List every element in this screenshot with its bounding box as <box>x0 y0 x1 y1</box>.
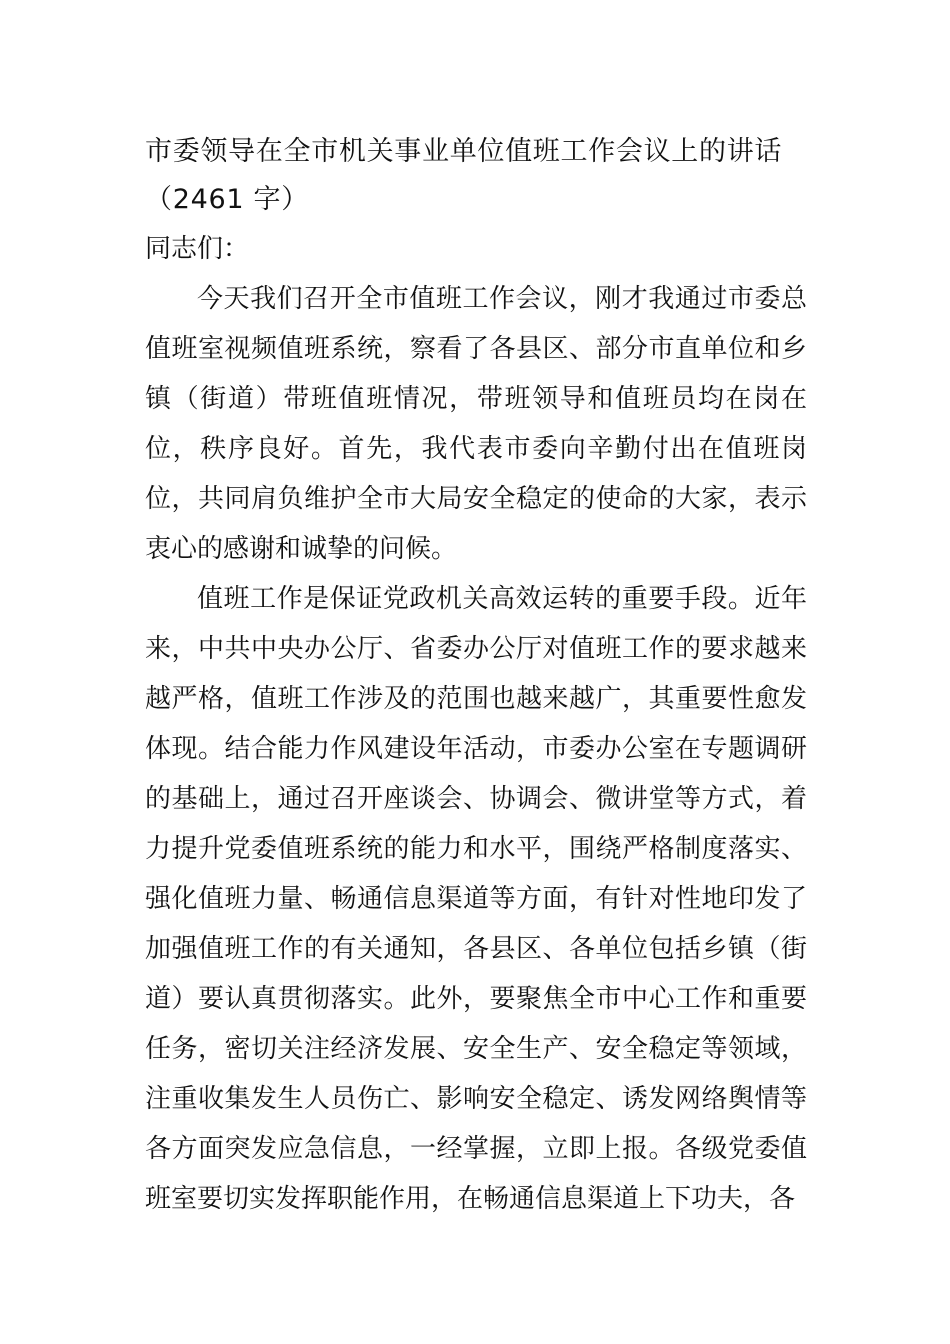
paragraph-2: 值班工作是保证党政机关高效运转的重要手段。近年来，中共中央办公厅、省委办公厅对值班工作的要求越来越严格，值班工作涉及的范围也越来越广，其重要性愈发体现。结合能力作风建设年活动，市委办公室在专题调研的基础上，通过召开座谈会、协调会、微讲堂等方式，着力提升党委值班系统的能力和水平，围绕严格制度落实、强化值班力量、畅通信息渠道等方面，有针对性地印发了加强值班工作的有关通知，各县区、各单位包括乡镇（街道）要认真贯彻落实。此外，要聚焦全市中心工作和重要任务，密切关注经济发展、安全生产、安全稳定等领域，注重收集发生人员伤亡、影响安全稳定、诱发网络舆情等各方面突发应急信息，一经掌握，立即上报。各级党委值班室要切实发挥职能作用，在畅通信息渠道上下功夫，各 <box>145 584 807 1214</box>
document-body <box>145 128 807 1224</box>
title-word-count: （2461 字） <box>145 184 309 215</box>
title-line-1: 市委领导在全市机关事业单位值班工作会议上的讲话 <box>145 136 783 167</box>
salutation: 同志们： <box>145 234 250 264</box>
document-title <box>145 128 807 224</box>
paragraph-1: 今天我们召开全市值班工作会议，刚才我通过市委总值班室视频值班系统，察看了各县区、部分市直单位和乡镇（街道）带班值班情况，带班领导和值班员均在岗在位，秩序良好。首先，我代表市委向辛勤付出在值班岗位，共同肩负维护全市大局安全稳定的使命的大家，表示衷心的感谢和诚挚的问候。 <box>145 284 807 564</box>
